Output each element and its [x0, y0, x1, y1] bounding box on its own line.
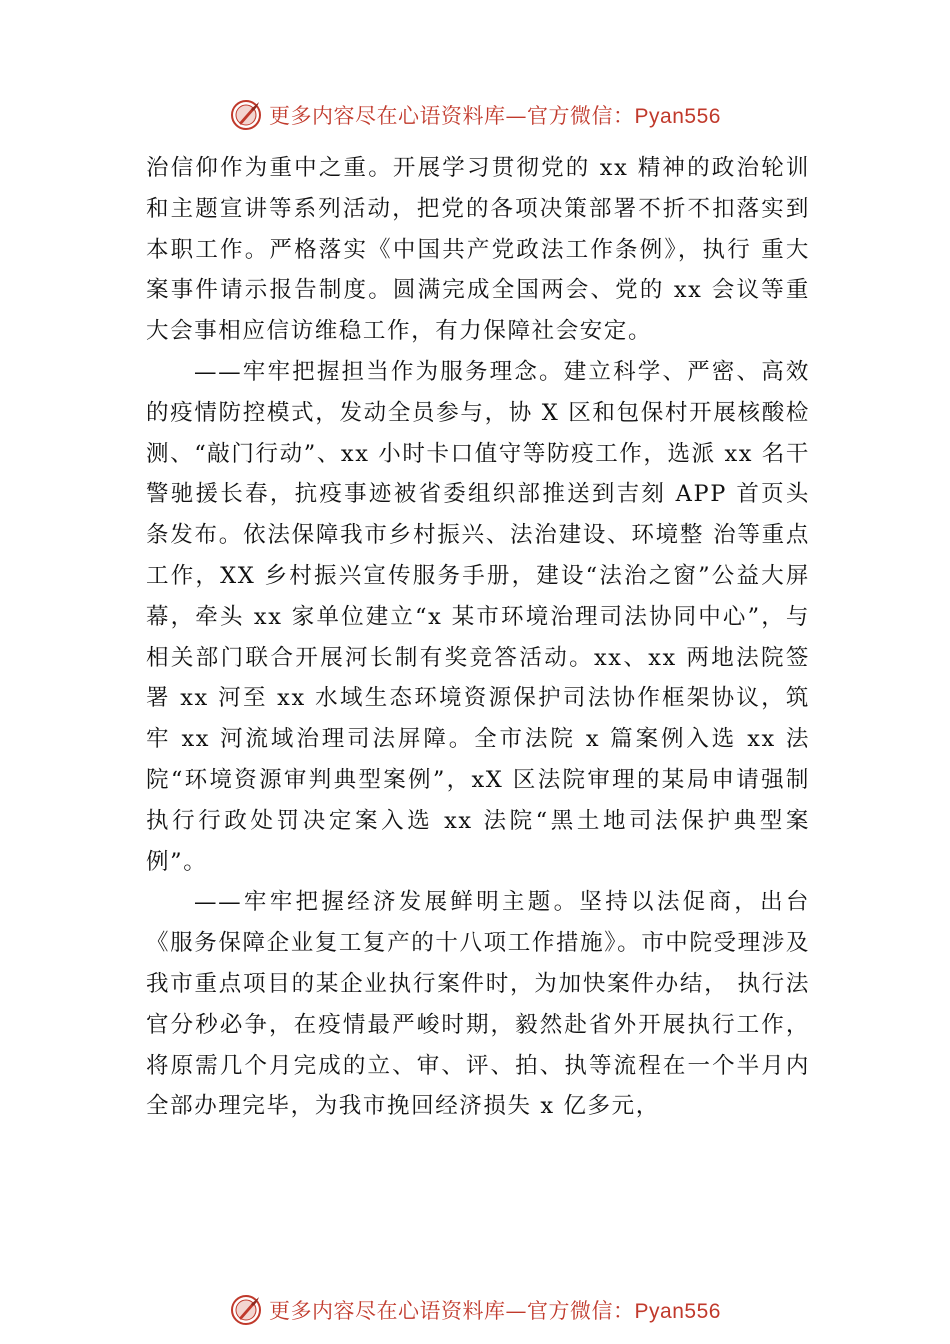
- watermark-text: [269, 1295, 721, 1325]
- header-watermark: [0, 95, 950, 135]
- footer-watermark: [0, 1290, 950, 1330]
- document-body: [146, 148, 810, 1127]
- quill-seal-icon: [229, 98, 263, 132]
- watermark-contact-id: Pyan556: [634, 1300, 721, 1323]
- watermark-brand: 更多内容尽在心语资料库: [269, 104, 506, 128]
- watermark-contact-label: 官方微信：: [527, 104, 635, 128]
- quill-seal-icon: [229, 1293, 263, 1327]
- watermark-contact-label: 官方微信：: [527, 1299, 635, 1323]
- watermark-contact-id: Pyan556: [634, 105, 721, 128]
- watermark-separator: —: [505, 104, 528, 128]
- paragraph-1: 治信仰作为重中之重。开展学习贯彻党的 xx 精神的政治轮训和主题宣讲等系列活动，把党的各项决策部署不折不扣落实到本职工作。严格落实《中国共产党政法工作条例》，执行 重大案事件请示报告制度。圆满完成全国两会、党的 xx 会议等重大会事相应信访维稳工作，有力保障社会安定。: [146, 155, 810, 345]
- paragraph-3: ——牢牢把握经济发展鲜明主题。坚持以法促商，出台《服务保障企业复工复产的十八项工作措施》。市中院受理涉及我市重点项目的某企业执行案件时，为加快案件办结， 执行法官分秒必争，在疫情最严峻时期，毅然赴省外开展执行工作，将原需几个月完成的立、审、评、拍、执等流程在一个半月内全部办理完毕，为我市挽回经济损失 x 亿多元，: [146, 889, 810, 1120]
- paragraph-2: ——牢牢把握担当作为服务理念。建立科学、严密、高效的疫情防控模式，发动全员参与，协 X 区和包保村开展核酸检测、“敲门行动”、xx 小时卡口值守等防疫工作，选派 xx 名干警驰援长春，抗疫事迹被省委组织部推送到吉刻 APP 首页头条发布。依法保障我市乡村振兴、法治建设、环境整 治等重点工作，XX 乡村振兴宣传服务手册，建设“法治之窗”公益大屏幕，牵头 xx 家单位建立“x 某市环境治理司法协同中心”，与相关部门联合开展河长制有奖竞答活动。xx、xx 两地法院签署 xx 河至 xx 水域生态环境资源保护司法协作框架协议，筑牢 xx 河流域治理司法屏障。全市法院 x 篇案例入选 xx 法院“环境资源审判典型案例”，xX 区法院审理的某局申请强制执行行政处罚决定案入选 xx 法院“黑土地司法保护典型案例”。: [146, 358, 810, 875]
- watermark-text: [269, 100, 721, 130]
- watermark-brand: 更多内容尽在心语资料库: [269, 1299, 506, 1323]
- watermark-separator: —: [505, 1299, 528, 1323]
